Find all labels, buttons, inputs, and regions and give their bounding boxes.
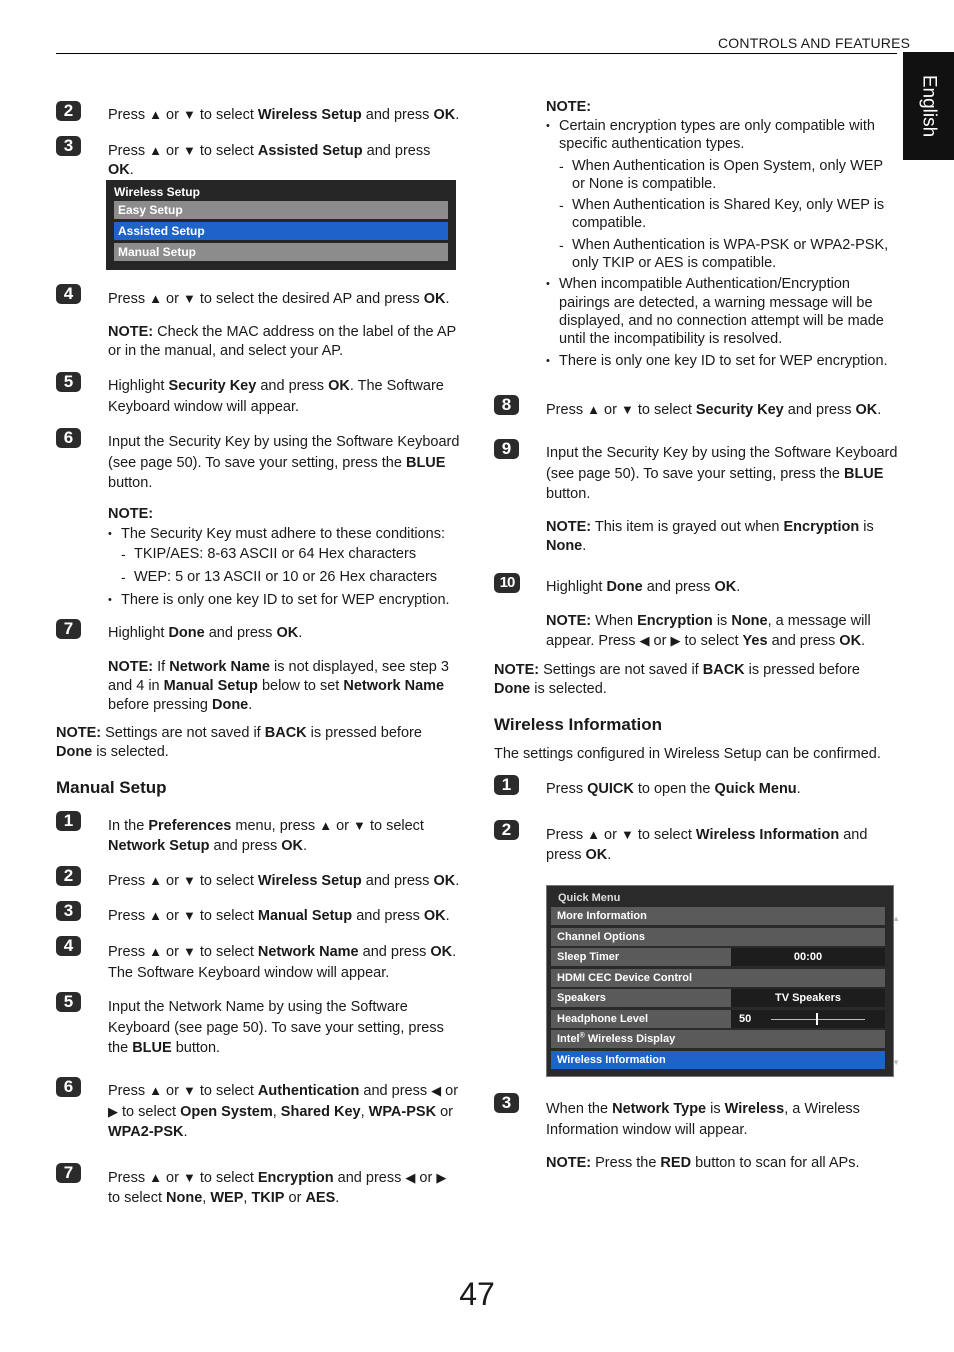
- down-arrow-icon: ▼: [620, 402, 634, 417]
- step-number: 3: [56, 136, 81, 156]
- step-number: 7: [56, 1163, 81, 1183]
- slider-knob[interactable]: [816, 1013, 818, 1025]
- step-text: Press ▲ or ▼ to select Security Key and press OK.: [546, 402, 882, 418]
- up-arrow-icon: ▲: [149, 908, 162, 923]
- language-tab-label: English: [918, 74, 939, 138]
- step-text: Input the Security Key by using the Software Keyboard (see page 50). To save your setting, press the BLUE button.: [546, 445, 898, 502]
- step-number: 1: [56, 811, 81, 831]
- down-arrow-icon: ▼: [182, 291, 196, 306]
- menu-item-assisted-setup[interactable]: Assisted Setup: [114, 222, 448, 240]
- menu-item-manual-setup[interactable]: Manual Setup: [114, 243, 448, 261]
- menu-item-easy-setup[interactable]: Easy Setup: [114, 201, 448, 219]
- left-arrow-icon: ◀: [639, 633, 650, 648]
- menu-item-hdmi-cec[interactable]: HDMI CEC Device Control: [551, 969, 885, 987]
- note: NOTE: Check the MAC address on the label of the AP or in the manual, and select your AP.: [108, 324, 456, 359]
- down-arrow-icon: ▼: [182, 1083, 196, 1098]
- down-arrow-icon: ▼: [182, 143, 196, 158]
- up-arrow-icon: ▲: [149, 873, 162, 888]
- menu-item-channel-options[interactable]: Channel Options: [551, 928, 885, 946]
- scroll-up-icon: ▲: [892, 914, 900, 923]
- down-arrow-icon: ▼: [182, 873, 196, 888]
- up-arrow-icon: ▲: [149, 944, 162, 959]
- step-number: 2: [494, 820, 519, 840]
- step-text: Press ▲ or ▼ to select Authentication and press ◀ or ▶ to select Open System, Shared Key, WPA-PSK or WPA2-PSK.: [108, 1083, 459, 1140]
- up-arrow-icon: ▲: [149, 291, 162, 306]
- step-number: 7: [56, 619, 81, 639]
- note: NOTE: If Network Name is not displayed, see step 3 and 4 in Manual Setup below to set Network Name before pressing Done.: [108, 659, 449, 713]
- slider-track: [771, 1019, 865, 1020]
- up-arrow-icon: ▲: [587, 827, 600, 842]
- up-arrow-icon: ▲: [319, 818, 333, 833]
- note: NOTE: When Encryption is None, a message will appear. Press ◀ or ▶ to select Yes and press OK.: [546, 613, 871, 649]
- note-back: NOTE: Settings are not saved if BACK is pressed before Done is selected.: [494, 662, 860, 697]
- wireless-setup-menu: [106, 180, 456, 270]
- down-arrow-icon: ▼: [182, 944, 196, 959]
- up-arrow-icon: ▲: [149, 143, 162, 158]
- step-text: In the Preferences menu, press ▲ or ▼ to select Network Setup and press OK.: [108, 818, 424, 854]
- menu-item-more-information[interactable]: More Information: [551, 907, 885, 925]
- language-tab: [903, 52, 954, 160]
- step-text: Press ▲ or ▼ to select Encryption and press ◀ or ▶ to select None, WEP, TKIP or AES.: [108, 1170, 447, 1206]
- note: NOTE: Press the RED button to scan for all APs.: [546, 1155, 860, 1171]
- step-number: 4: [56, 936, 81, 956]
- step-number: 2: [56, 101, 81, 121]
- up-arrow-icon: ▲: [149, 1170, 162, 1185]
- step-text: Press ▲ or ▼ to select Manual Setup and press OK.: [108, 908, 450, 924]
- note-encryption: NOTE: • Certain encryption types are only compatible with specific authentication types. - When Authentication is Open System, only WEP or None is compatible. - When Authentication is Shared Key, only WEP is compatible. - When Authentication is WPA-PSK or WPA2-PSK, only TKIP or AES is compatible. • When incompatible Authentication/Encryption pairings are detected, a warning message will be displayed, and no connection attempt will be made until the incompatibility is resolved. • There is only one key ID to set for WEP encryption.: [546, 98, 898, 370]
- sleep-timer-value: 00:00: [731, 948, 885, 966]
- step-text: Press ▲ or ▼ to select Network Name and press OK. The Software Keyboard window will appear.: [108, 944, 457, 981]
- wireless-information-heading: Wireless Information: [494, 715, 662, 734]
- down-arrow-icon: ▼: [182, 107, 196, 122]
- menu-item-wireless-information[interactable]: Wireless Information: [551, 1051, 885, 1069]
- step-text: Press ▲ or ▼ to select the desired AP and press OK.: [108, 291, 450, 307]
- step-text: Highlight Done and press OK.: [546, 579, 741, 595]
- quick-menu-title: Quick Menu: [558, 892, 621, 904]
- note-bullet: • Certain encryption types are only compatible with specific authentication types.: [546, 117, 898, 154]
- note-sub-bullet: - When Authentication is Open System, only WEP or None is compatible.: [546, 157, 898, 194]
- step-number: 10: [494, 573, 520, 593]
- step-text: Press QUICK to open the Quick Menu.: [546, 781, 801, 797]
- page-number: 47: [459, 1276, 495, 1312]
- step-text: Press ▲ or ▼ to select Wireless Information and press OK.: [546, 827, 868, 863]
- note-sub-bullet: - When Authentication is WPA-PSK or WPA2-PSK, only TKIP or AES is compatible.: [546, 236, 898, 273]
- menu-title: Wireless Setup: [114, 185, 200, 199]
- note: NOTE: • The Security Key must adhere to these conditions: - TKIP/AES: 8-63 ASCII or 64 Hex characters - WEP: 5 or 13 ASCII or 10 or 26 Hex characters • There is only one key ID to set for WEP encryption.: [108, 505, 460, 610]
- step-text: When the Network Type is Wireless, a Wireless Information window will appear.: [546, 1101, 860, 1138]
- right-arrow-icon: ▶: [108, 1103, 118, 1119]
- headphone-level-slider[interactable]: [731, 1010, 885, 1028]
- menu-item-intel-wireless-display[interactable]: Intel® Wireless Display: [551, 1030, 885, 1048]
- down-arrow-icon: ▼: [182, 908, 196, 923]
- step-text: Highlight Security Key and press OK. The Software Keyboard window will appear.: [108, 378, 444, 415]
- header-rule: [56, 53, 897, 54]
- step-number: 5: [56, 992, 81, 1012]
- note-back: NOTE: Settings are not saved if BACK is pressed before Done is selected.: [56, 725, 422, 760]
- note-bullet: • There is only one key ID to set for WEP encryption.: [108, 590, 460, 610]
- up-arrow-icon: ▲: [149, 107, 162, 122]
- speakers-value: TV Speakers: [731, 989, 885, 1007]
- right-arrow-icon: ▶: [436, 1170, 447, 1185]
- note-sub-bullet: - When Authentication is Shared Key, only WEP is compatible.: [546, 196, 898, 233]
- section-header: CONTROLS AND FEATURES: [718, 35, 911, 51]
- step-text: Press ▲ or ▼ to select Wireless Setup and press OK.: [108, 107, 460, 123]
- menu-item-headphone-level[interactable]: Headphone Level 50: [551, 1010, 885, 1028]
- left-arrow-icon: ◀: [405, 1170, 416, 1185]
- manual-setup-heading: Manual Setup: [56, 778, 167, 797]
- scroll-down-icon: ▼: [892, 1058, 900, 1067]
- up-arrow-icon: ▲: [587, 402, 600, 417]
- step-number: 3: [56, 901, 81, 921]
- step-text: Input the Network Name by using the Software Keyboard (see page 50). To save your setting, press the BLUE button.: [108, 999, 444, 1056]
- step-text: Input the Security Key by using the Software Keyboard (see page 50). To save your setting, press the BLUE button.: [108, 434, 460, 491]
- step-number: 1: [494, 775, 519, 795]
- left-arrow-icon: ◀: [431, 1083, 442, 1098]
- down-arrow-icon: ▼: [353, 818, 366, 833]
- step-number: 5: [56, 372, 81, 392]
- step-number: 8: [494, 395, 519, 415]
- headphone-level-value: 50: [739, 1012, 752, 1025]
- down-arrow-icon: ▼: [620, 827, 634, 842]
- step-text: Press ▲ or ▼ to select Wireless Setup and press OK.: [108, 873, 460, 889]
- step-text: Press ▲ or ▼ to select Assisted Setup and press OK.: [108, 143, 431, 178]
- note-bullet: • The Security Key must adhere to these conditions:: [108, 524, 460, 544]
- step-text: Highlight Done and press OK.: [108, 625, 303, 641]
- note-bullet: • There is only one key ID to set for WEP encryption.: [546, 352, 898, 370]
- step-number: 6: [56, 1077, 81, 1097]
- step-number: 9: [494, 439, 519, 459]
- step-number: 3: [494, 1093, 519, 1113]
- quick-menu: [546, 885, 900, 1077]
- up-arrow-icon: ▲: [149, 1083, 162, 1098]
- note: NOTE: This item is grayed out when Encryption is None.: [546, 519, 874, 554]
- down-arrow-icon: ▼: [182, 1170, 196, 1185]
- step-number: 4: [56, 284, 81, 304]
- menu-item-sleep-timer[interactable]: Sleep Timer 00:00: [551, 948, 885, 966]
- step-number: 6: [56, 428, 81, 448]
- menu-item-speakers[interactable]: Speakers TV Speakers: [551, 989, 885, 1007]
- step-number: 2: [56, 866, 81, 886]
- note-sub-bullet: - TKIP/AES: 8-63 ASCII or 64 Hex characters: [108, 544, 460, 564]
- note-bullet: • When incompatible Authentication/Encryption pairings are detected, a warning message will be displayed, and no connection attempt will be made until the incompatibility is resolved.: [546, 275, 898, 348]
- wireless-information-intro: The settings configured in Wireless Setup can be confirmed.: [494, 746, 881, 762]
- right-arrow-icon: ▶: [670, 633, 681, 648]
- note-sub-bullet: - WEP: 5 or 13 ASCII or 10 or 26 Hex characters: [108, 567, 460, 587]
